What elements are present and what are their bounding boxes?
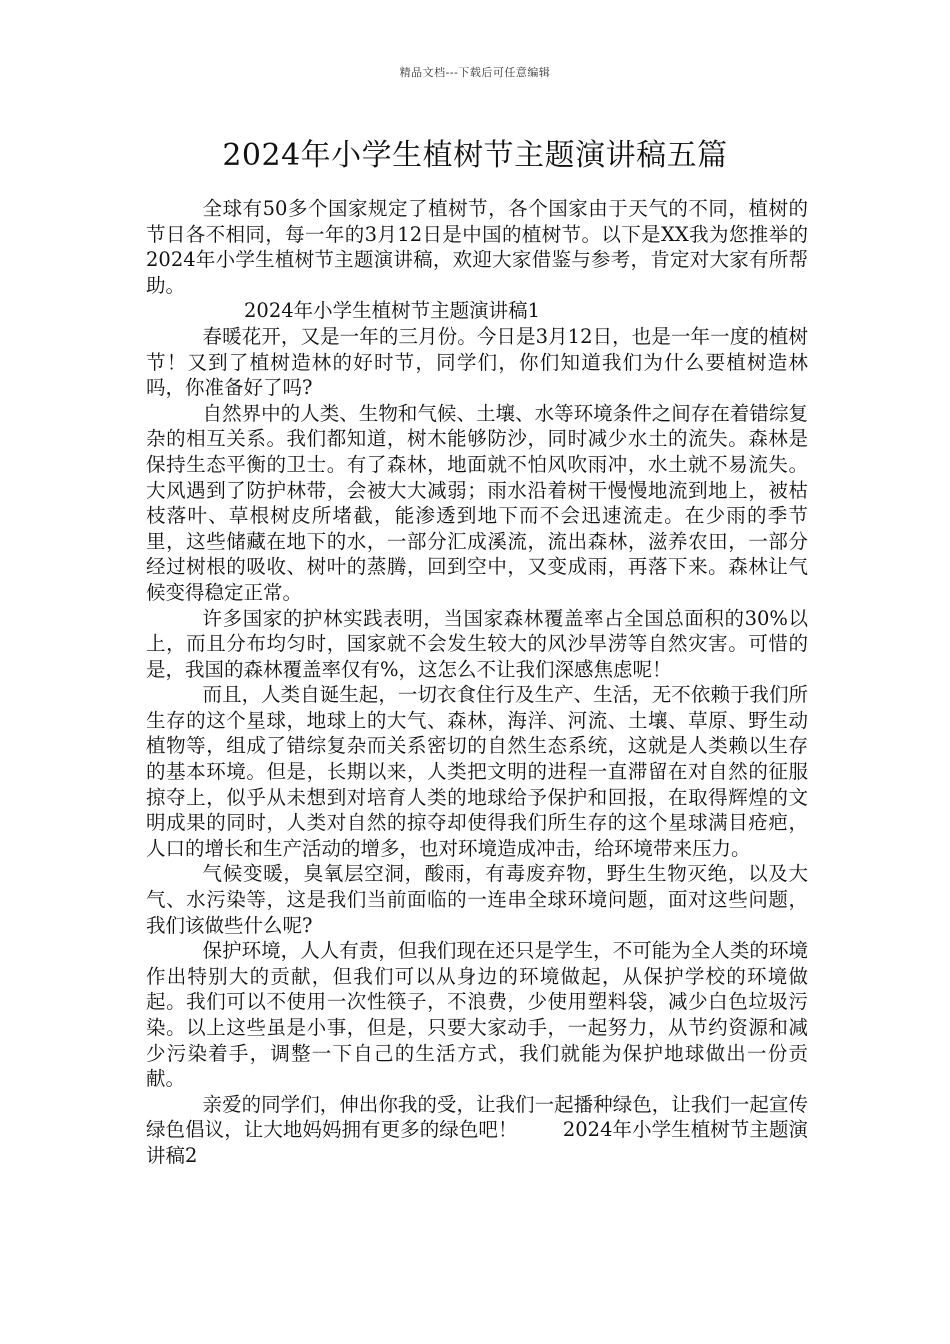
intro-paragraph: 全球有50多个国家规定了植树节，各个国家由于天气的不同，植树的节日各不相同，每一年的3月12日是中国的植树节。以下是XX我为您推举的2024年小学生植树节主题演讲稿，欢迎大家借鉴与参考，肯定对大家有所帮助。: [146, 197, 808, 297]
body-paragraph: 气候变暖，臭氧层空洞，酸雨，有毒废弃物，野生生物灭绝，以及大气、水污染等，这是我们当前面临的一连串全球环境问题，面对这些问题，我们该做些什么呢?: [146, 862, 808, 937]
page-header: 精品文档---下载后可任意编辑: [399, 66, 551, 79]
body-paragraph: 自然界中的人类、生物和气候、土壤、水等环境条件之间存在着错综复杂的相互关系。我们都知道，树木能够防沙，同时减少水土的流失。森林是保持生态平衡的卫士。有了森林，地面就不怕风吹雨冲，水土就不易流失。大风遇到了防护林带，会被大大减弱；雨水沿着树干慢慢地流到地上，被枯枝落叶、草根树皮所堵截，能渗透到地下而不会迅速流走。在少雨的季节里，这些储藏在地下的水，一部分汇成溪流，流出森林，滋养农田，一部分经过树根的吸收、树叶的蒸腾，回到空中，又变成雨，再落下来。森林让气候变得稳定正常。: [146, 401, 808, 604]
body-paragraph: 而且，人类自诞生起，一切衣食住行及生产、生活，无不依赖于我们所生存的这个星球，地球上的大气、森林，海洋、河流、土壤、草原、野生动植物等，组成了错综复杂而关系密切的自然生态系统，这就是人类赖以生存的基本环境。但是，长期以来，人类把文明的进程一直滞留在对自然的征服掠夺上，似乎从未想到对培育人类的地球给予保护和回报，在取得辉煌的文明成果的同时，人类对自然的掠夺却使得我们所生存的这个星球满目疮疤，人口的增长和生产活动的增多，也对环境造成冲击，给环境带来压力。: [146, 683, 808, 860]
body-paragraph: 保护环境，人人有责，但我们现在还只是学生，不可能为全人类的环境作出特别大的贡献，但我们可以从身边的环境做起，从保护学校的环境做起。我们可以不使用一次性筷子，不浪费，少使用塑料袋，减少白色垃圾污染。以上这些虽是小事，但是，只要大家动手，一起努力，从节约资源和减少污染着手，调整一下自己的生活方式，我们就能为保护地球做出一份贡献。: [146, 939, 808, 1091]
body-paragraph: 亲爱的同学们，伸出你我的受，让我们一起播种绿色，让我们一起宣传绿色倡议，让大地妈妈拥有更多的绿色吧！ 2024年小学生植树节主题演讲稿2: [146, 1092, 808, 1167]
document-body: [146, 196, 808, 1169]
body-paragraph: 许多国家的护林实践表明，当国家森林覆盖率占全国总面积的30%以上，而且分布均匀时，国家就不会发生较大的风沙旱涝等自然灾害。可惜的是，我国的森林覆盖率仅有%，这怎么不让我们深感焦虑呢！: [146, 606, 808, 681]
document-title: 2024年小学生植树节主题演讲稿五篇: [222, 138, 728, 173]
body-paragraph: 春暖花开，又是一年的三月份。今日是3月12日，也是一年一度的植树节！又到了植树造林的好时节，同学们，你们知道我们为什么要植树造林吗，你准备好了吗?: [146, 324, 808, 400]
section-heading: 2024年小学生植树节主题演讲稿1: [244, 299, 541, 323]
